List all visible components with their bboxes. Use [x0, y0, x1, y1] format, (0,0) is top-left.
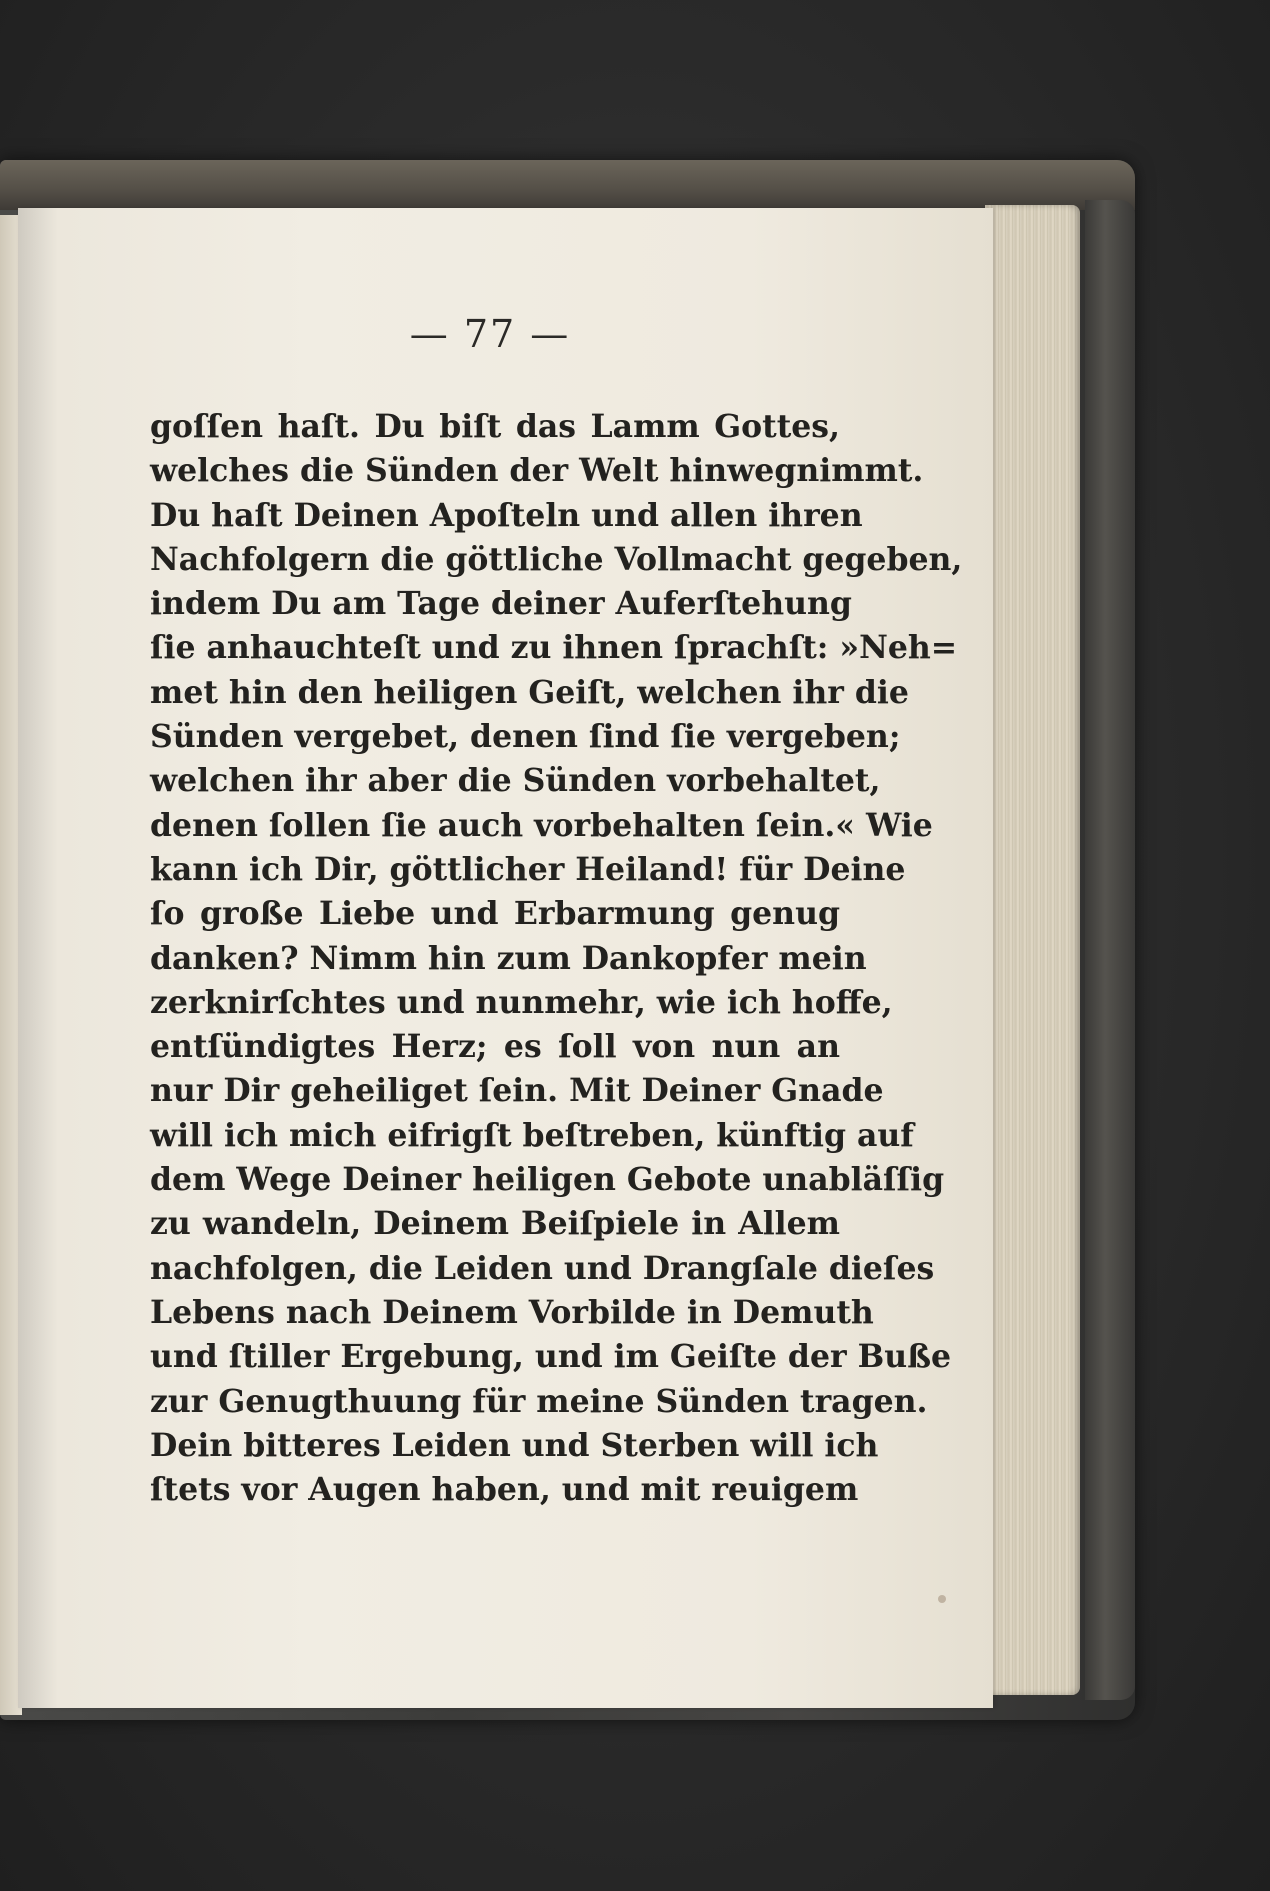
page-number: — 77 —	[409, 312, 571, 356]
book-cover-right-edge	[1085, 200, 1135, 1700]
text-line: Nachfolgern die göttliche Vollmacht gegeben,	[150, 540, 963, 578]
text-line: goſſen haſt. Du biſt das Lamm Gottes,	[150, 408, 840, 445]
gutter-shadow	[18, 208, 58, 1708]
text-line: nur Dir geheiliget ſein. Mit Deiner Gnade	[150, 1072, 884, 1110]
text-line: dem Wege Deiner heiligen Gebote unabläſſig	[150, 1161, 945, 1199]
paper-speck	[938, 1595, 946, 1603]
text-line: kann ich Dir, göttlicher Heiland! für Deine	[150, 850, 906, 888]
text-line: ſie anhauchteſt und zu ihnen ſprachſt: »Neh=	[150, 629, 958, 667]
page-stack-edges	[985, 205, 1080, 1695]
text-line: zerknirſchtes und nunmehr, wie ich hoffe,	[150, 983, 893, 1021]
text-line: zu wandeln, Deinem Beiſpiele in Allem	[150, 1205, 840, 1243]
text-line: welchen ihr aber die Sünden vorbehaltet,	[150, 762, 881, 800]
text-line: zur Genugthuung für meine Sünden tragen.	[150, 1382, 928, 1420]
text-line: met hin den heiligen Geiſt, welchen ihr die	[150, 673, 909, 711]
text-line: Sünden vergebet, denen ſind ſie vergeben;	[150, 718, 901, 756]
text-line: will ich mich eifrigſt beſtreben, künftig auf	[150, 1116, 914, 1154]
text-line: denen ſollen ſie auch vorbehalten ſein.« Wie	[150, 806, 933, 844]
text-line: nachfolgen, die Leiden und Drangſale dieſes	[150, 1249, 935, 1287]
text-line: und ſtiller Ergebung, und im Geiſte der Buße	[150, 1338, 952, 1376]
text-line: indem Du am Tage deiner Auferſtehung	[150, 585, 852, 623]
book-cover-top-edge	[0, 160, 1135, 210]
text-line: Du haſt Deinen Apoſteln und allen ihren	[150, 496, 863, 534]
text-line: danken? Nimm hin zum Dankopfer mein	[150, 939, 867, 977]
text-line: welches die Sünden der Welt hinwegnimmt.	[150, 452, 924, 490]
text-line: Dein bitteres Leiden und Sterben will ich	[150, 1426, 879, 1464]
page-text	[150, 405, 963, 1512]
text-line: ſo große Liebe und Erbarmung genug	[150, 895, 840, 933]
text-line: ſtets vor Augen haben, und mit reuigem	[150, 1471, 859, 1509]
text-line: entſündigtes Herz; es ſoll von nun an	[150, 1028, 840, 1066]
text-line: Lebens nach Deinem Vorbilde in Demuth	[150, 1293, 874, 1331]
